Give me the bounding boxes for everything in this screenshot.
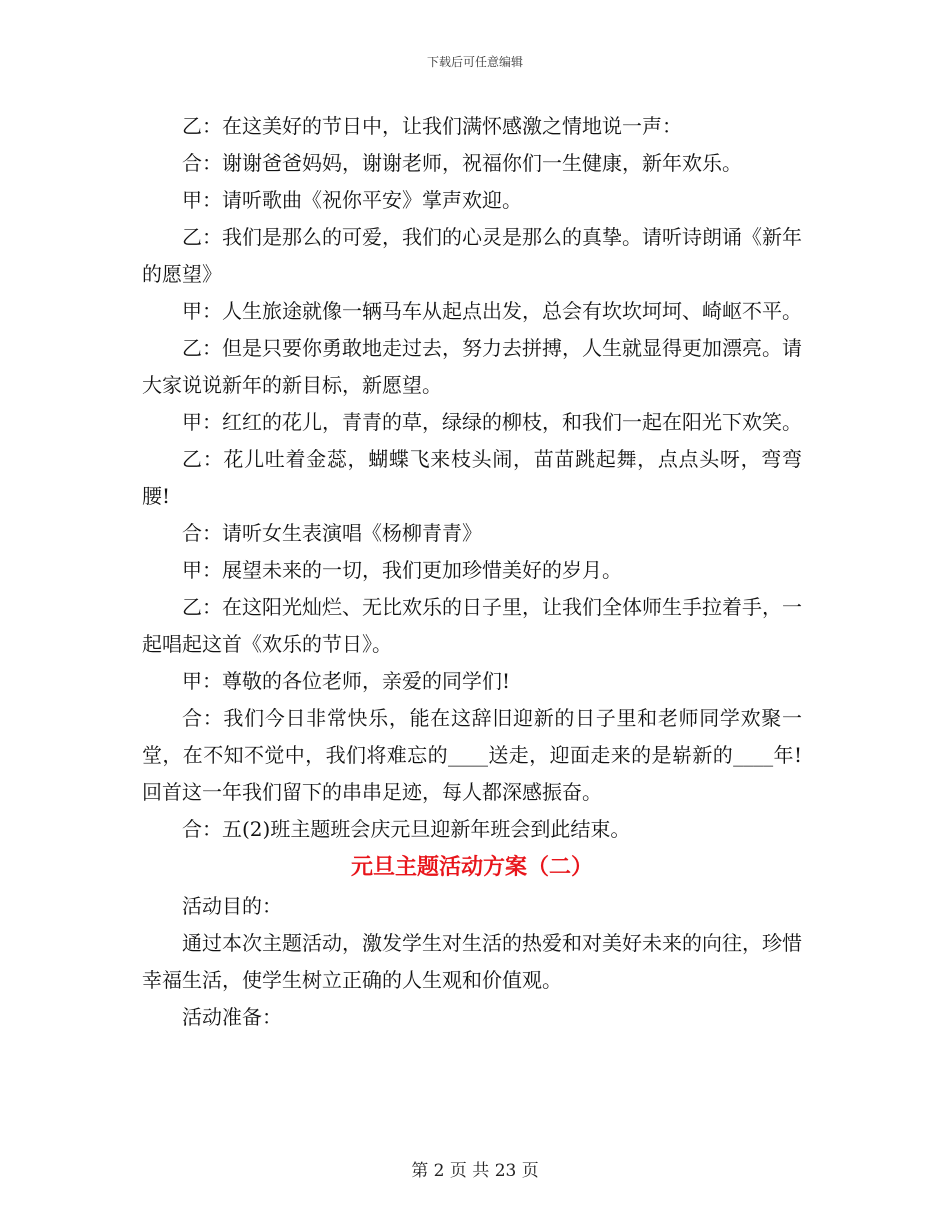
paragraph: 甲：人生旅途就像一辆马车从起点出发，总会有坎坎坷坷、崎岖不平。 — [182, 299, 802, 323]
paragraph: 甲：请听歌曲《祝你平安》掌声欢迎。 — [182, 188, 522, 212]
paragraph: 乙：但是只要你勇敢地走过去，努力去拼搏，人生就显得更加漂亮。请大家说说新年的新目标，新愿望。 — [142, 336, 802, 397]
section-title: 元旦主题活动方案（二） — [350, 855, 593, 880]
paragraph: 甲：红红的花儿，青青的草，绿绿的柳枝，和我们一起在阳光下欢笑。 — [182, 410, 802, 434]
section-heading: 活动准备： — [182, 1005, 282, 1029]
paragraph: 合：请听女生表演唱《杨柳青青》 — [182, 521, 482, 545]
paragraph: 通过本次主题活动，激发学生对生活的热爱和对美好未来的向往，珍惜幸福生活，使学生树立正确的人生观和价值观。 — [142, 931, 802, 992]
paragraph: 合：我们今日非常快乐，能在这辞旧迎新的日子里和老师同学欢聚一堂，在不知不觉中，我们将难忘的____送走，迎面走来的是崭新的____年!回首这一年我们留下的串串足迹，每人都深感振奋。 — [142, 706, 802, 804]
paragraph: 乙：我们是那么的可爱，我们的心灵是那么的真挚。请听诗朗诵《新年的愿望》 — [142, 225, 802, 286]
paragraph: 甲：展望未来的一切，我们更加珍惜美好的岁月。 — [182, 558, 622, 582]
page-footer: 第 2 页 共 23 页 — [411, 1161, 539, 1181]
page-header: 下载后可任意编辑 — [426, 55, 523, 69]
paragraph: 乙：在这美好的节日中，让我们满怀感激之情地说一声： — [182, 114, 682, 138]
paragraph: 乙：在这阳光灿烂、无比欢乐的日子里，让我们全体师生手拉着手，一起唱起这首《欢乐的节日》。 — [142, 595, 802, 656]
paragraph: 合：谢谢爸爸妈妈，谢谢老师，祝福你们一生健康，新年欢乐。 — [182, 151, 742, 175]
paragraph: 乙：花儿吐着金蕊，蝴蝶飞来枝头闹，苗苗跳起舞，点点头呀，弯弯腰! — [142, 447, 802, 508]
paragraph: 甲：尊敬的各位老师，亲爱的同学们! — [182, 669, 511, 693]
paragraph: 合：五(2)班主题班会庆元旦迎新年班会到此结束。 — [182, 817, 631, 841]
document-body — [142, 108, 802, 1036]
section-heading: 活动目的： — [182, 894, 282, 918]
